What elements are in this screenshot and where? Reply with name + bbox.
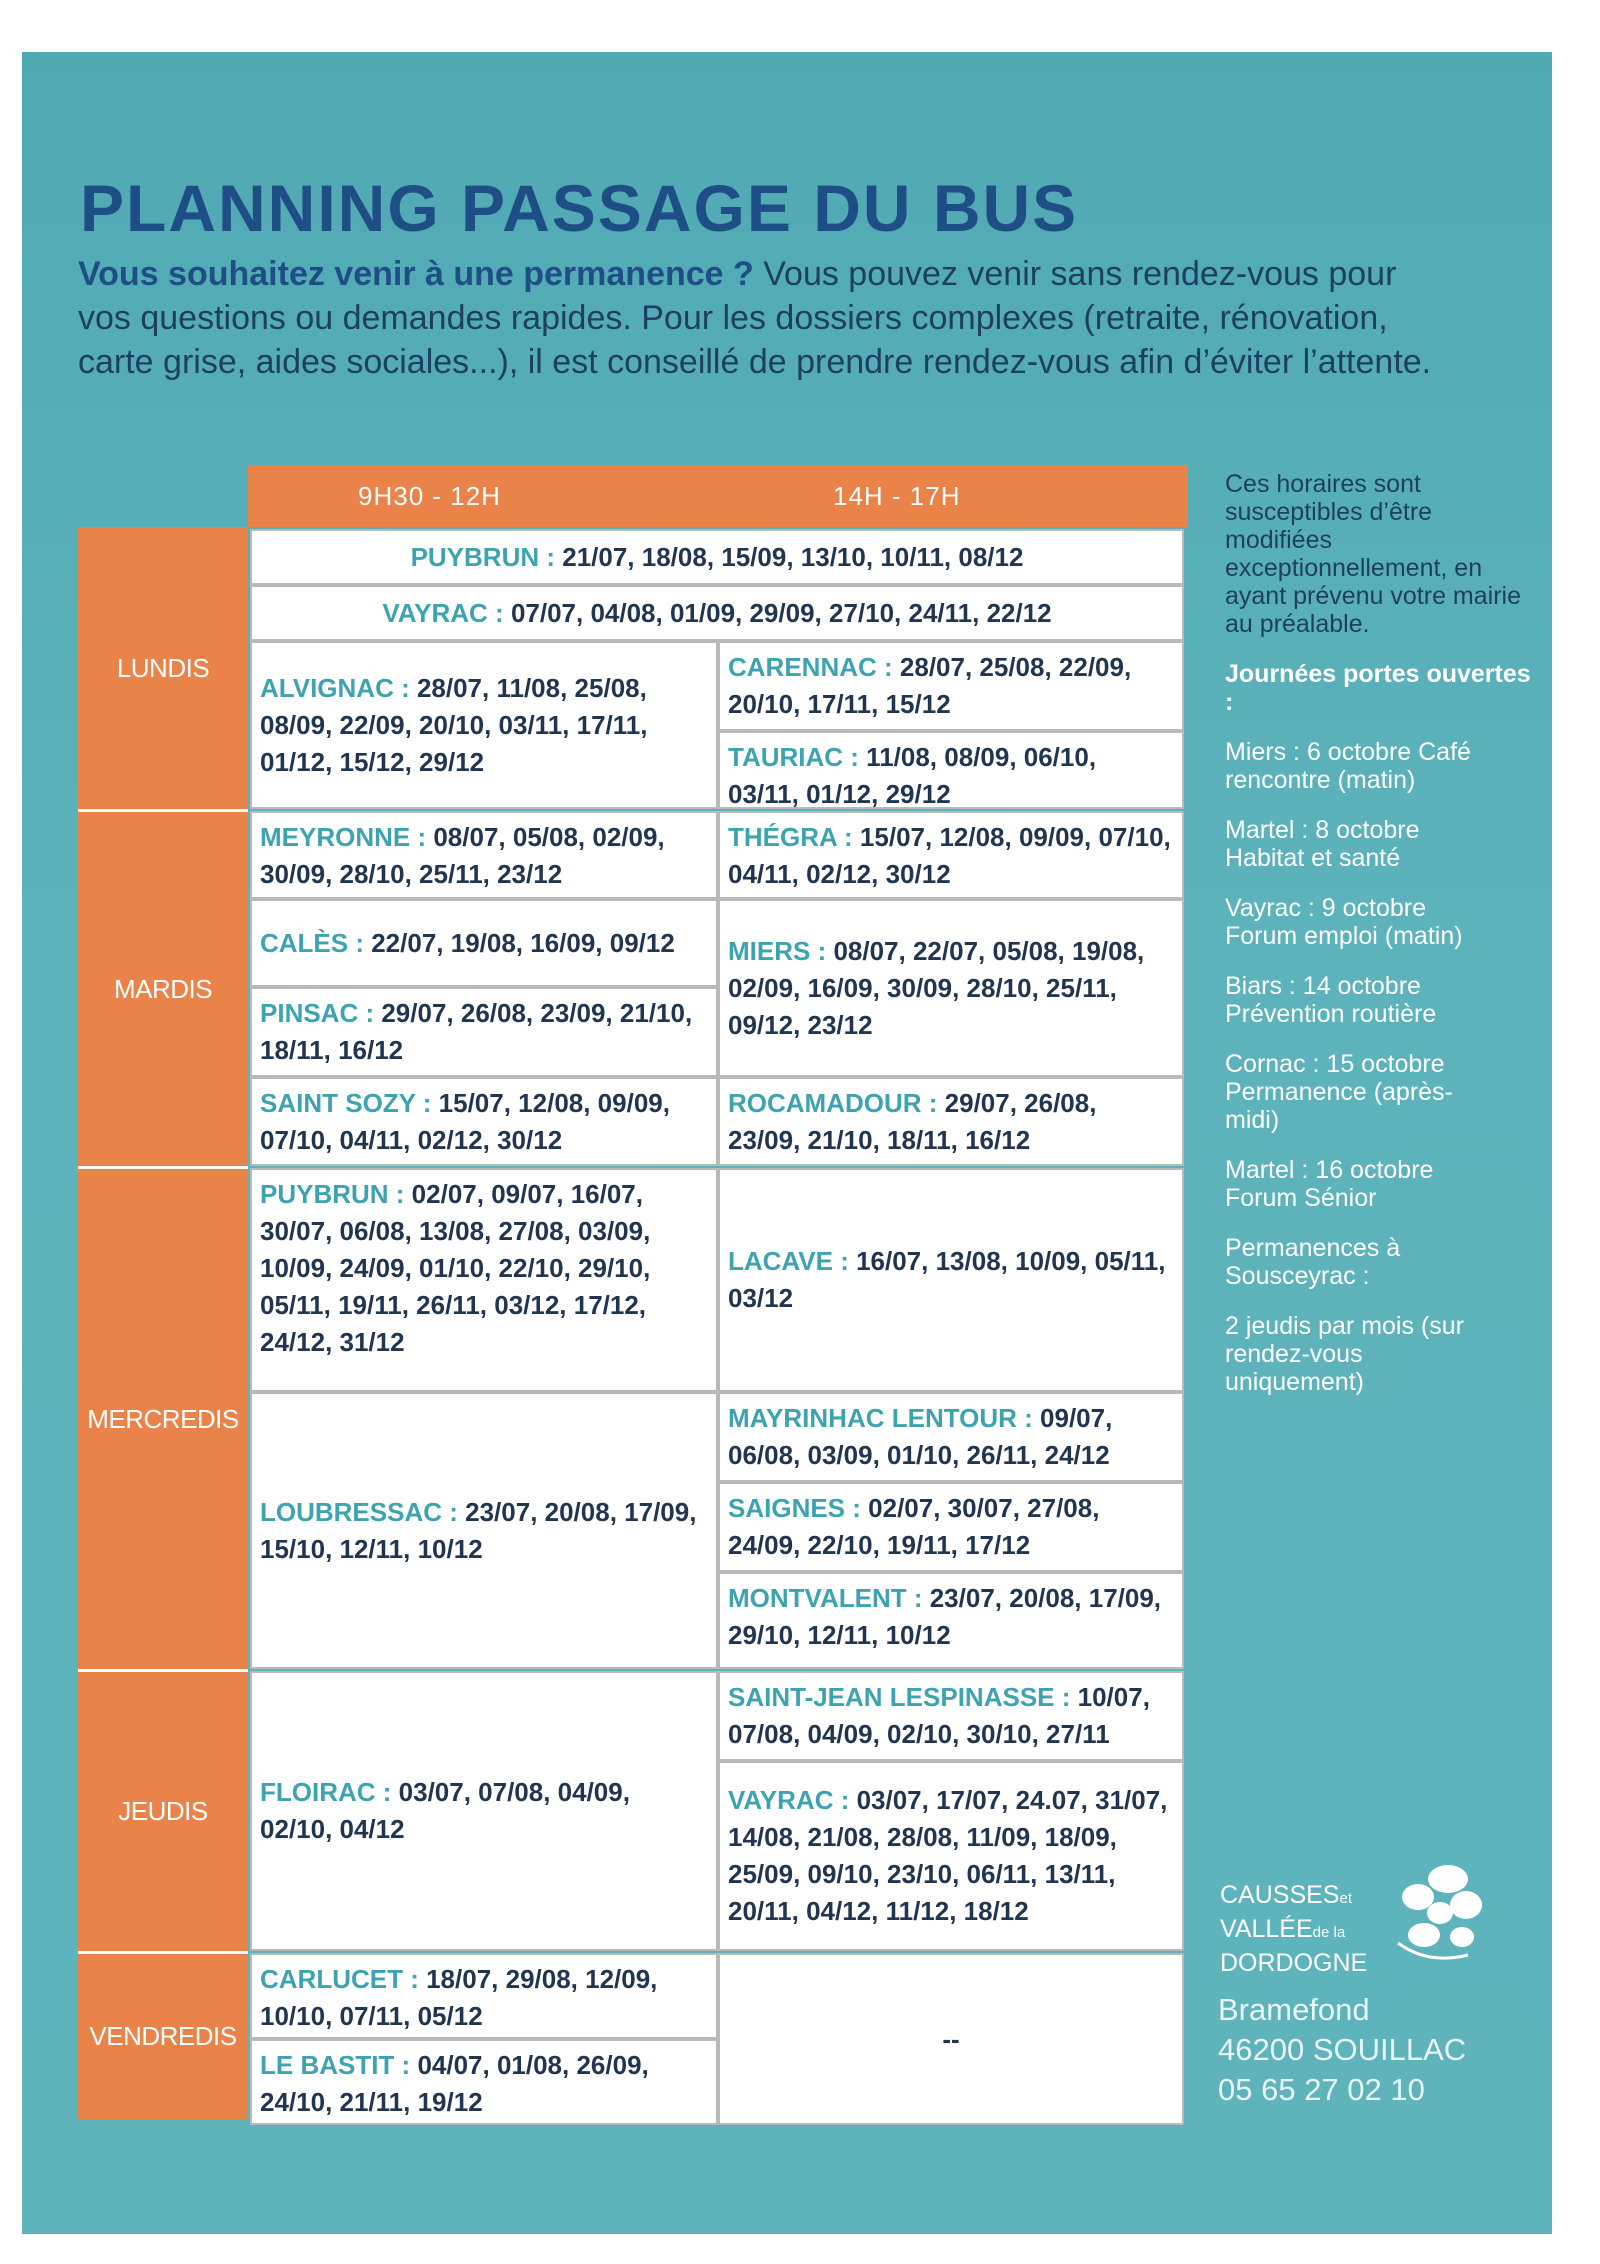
event-item: Biars : 14 octobre Prévention routière: [1225, 972, 1437, 1028]
place-name: LOUBRESSAC :: [260, 1496, 458, 1527]
day-vendredis: VENDREDIS: [78, 1951, 248, 2119]
place-dates: 04/07, 01/08, 26/09, 24/10, 21/11, 19/12: [260, 2050, 649, 2117]
place-dates: 16/07, 13/08, 10/09, 05/11, 03/12: [728, 1246, 1166, 1313]
place-dates: 07/07, 04/08, 01/09, 29/09, 27/10, 24/11, 22/12: [503, 597, 1052, 628]
place-dates: 18/07, 29/08, 12/09, 10/10, 07/11, 05/12: [260, 1964, 658, 2031]
schedule-table: [78, 465, 1188, 2125]
slot-vendredis-morning-1: [250, 1953, 718, 2039]
header-row: [248, 465, 1188, 527]
place-name: ROCAMADOUR :: [728, 1088, 938, 1118]
place-name: SAIGNES :: [728, 1493, 861, 1523]
page-title: PLANNING PASSAGE DU BUS: [80, 171, 1079, 245]
day-mercredis: MERCREDIS: [78, 1166, 248, 1669]
event-item: 2 jeudis par mois (sur rendez-vous uniquement): [1225, 1312, 1464, 1396]
event-item: Vayrac : 9 octobre Forum emploi (matin): [1225, 894, 1463, 950]
logo-line2: VALLÉE: [1220, 1915, 1313, 1943]
address-line-2: 46200 SOUILLAC: [1218, 2032, 1467, 2067]
slot-mercredis-afternoon-2: [718, 1392, 1184, 1482]
place-dates: 21/07, 18/08, 15/09, 13/10, 10/11, 08/12: [555, 541, 1024, 572]
place-dates: 02/07, 09/07, 16/07, 30/07, 06/08, 13/08, 27/08, 03/09, 10/09, 24/09, 01/10, 22/10, 29/10, 05/11, 19/11, 26/11, 03/12, 17/12, 24/12, 31/12: [260, 1179, 651, 1357]
place-dates: 09/07, 06/08, 03/09, 01/10, 26/11, 24/12: [728, 1403, 1113, 1470]
place-name: MONTVALENT :: [728, 1583, 923, 1613]
place-dates: 03/07, 17/07, 24.07, 31/07, 14/08, 21/08, 28/08, 11/09, 18/09, 25/09, 09/10, 23/10, 06/11, 13/11, 20/11, 04/12, 11/12, 18/12: [728, 1785, 1168, 1926]
place-name: TAURIAC :: [728, 742, 859, 772]
slot-jeudis-afternoon-2: [718, 1761, 1184, 1951]
place-name: MAYRINHAC LENTOUR :: [728, 1403, 1033, 1433]
place-dates: 22/07, 19/08, 16/09, 09/12: [364, 927, 675, 958]
logo-line1-small: et: [1339, 1890, 1352, 1907]
slot-vendredis-morning-2: [250, 2039, 718, 2125]
place-name: FLOIRAC :: [260, 1777, 392, 1807]
place-name: THÉGRA :: [728, 822, 853, 852]
address-line-1: Bramefond: [1218, 1992, 1370, 2027]
place-dates: 08/07, 22/07, 05/08, 19/08, 02/09, 16/09, 30/09, 28/10, 25/11, 09/12, 23/12: [728, 935, 1145, 1040]
place-name: VAYRAC :: [382, 597, 504, 628]
place-name: ALVIGNAC :: [260, 672, 410, 703]
event-item: Cornac : 15 octobre Permanence (après-midi): [1225, 1050, 1453, 1134]
place-name: VAYRAC :: [728, 1785, 850, 1815]
place-name: LACAVE :: [728, 1246, 849, 1276]
place-name: PUYBRUN :: [260, 1179, 405, 1209]
slot-mardis-afternoon-1: [718, 811, 1184, 899]
place-dates: 08/07, 05/08, 02/09, 30/09, 28/10, 25/11, 23/12: [260, 822, 665, 889]
logo-line1: CAUSSES: [1220, 1881, 1340, 1909]
place-dates: 11/08, 08/09, 06/10, 03/11, 01/12, 29/12: [728, 742, 1097, 809]
header-afternoon: 14H - 17H: [833, 480, 961, 511]
place-name: CARENNAC :: [728, 652, 893, 682]
slot-mardis-morning-4: [250, 1077, 718, 1166]
event-item: Miers : 6 octobre Café rencontre (matin): [1225, 738, 1471, 794]
slot-mardis-afternoon-3: [718, 1077, 1184, 1166]
logo-text: [1220, 1880, 1367, 1978]
slot-mardis-morning-3: [250, 987, 718, 1077]
place-name: PUYBRUN :: [410, 541, 556, 572]
day-mardis: MARDIS: [78, 809, 248, 1166]
phone-number: 05 65 27 02 10: [1218, 2072, 1425, 2107]
place-dates: 03/07, 07/08, 04/09, 02/10, 04/12: [260, 1777, 630, 1844]
place-dates: 29/07, 26/08, 23/09, 21/10, 18/11, 16/12: [728, 1088, 1097, 1155]
place-name: SAINT-JEAN LESPINASSE :: [728, 1682, 1071, 1712]
slot-lundis-morning: [250, 641, 718, 809]
slot-mardis-afternoon-2: [718, 899, 1184, 1077]
place-name: CARLUCET :: [260, 1964, 419, 1994]
slot-mardis-morning-2: [250, 899, 718, 987]
intro-question: Vous souhaitez venir à une permanence ?: [78, 255, 754, 293]
day-lundis: LUNDIS: [78, 527, 248, 809]
address-block: [1218, 1990, 1466, 2110]
place-dates: 23/07, 20/08, 17/09, 15/10, 12/11, 10/12: [260, 1496, 697, 1564]
place-name: CALÈS :: [260, 927, 364, 958]
place-name: SAINT SOZY :: [260, 1088, 432, 1118]
logo-line2-small: de la: [1312, 1924, 1346, 1941]
place-dates: 10/07, 07/08, 04/09, 02/10, 30/10, 27/11: [728, 1682, 1150, 1749]
place-dates: 29/07, 26/08, 23/09, 21/10, 18/11, 16/12: [260, 998, 693, 1065]
slot-vendredis-afternoon: --: [718, 1953, 1184, 2125]
pebbles-icon: [1388, 1855, 1498, 1965]
side-panel: [1225, 470, 1545, 1418]
slot-mercredis-morning-1: [250, 1168, 718, 1392]
place-dates: 15/07, 12/08, 09/09, 07/10, 04/11, 02/12, 30/12: [728, 822, 1171, 889]
event-item: Permanences à Sousceyrac :: [1225, 1234, 1401, 1290]
place-name: LE BASTIT :: [260, 2050, 411, 2080]
place-name: MEYRONNE :: [260, 822, 427, 852]
event-item: Martel : 16 octobre Forum Sénior: [1225, 1156, 1434, 1212]
logo-line3: DORDOGNE: [1220, 1949, 1368, 1977]
slot-mercredis-afternoon-3: [718, 1482, 1184, 1572]
slot-mercredis-morning-2: [250, 1392, 718, 1669]
slot-mardis-morning-1: [250, 811, 718, 899]
place-dates: 15/07, 12/08, 09/09, 07/10, 04/11, 02/12, 30/12: [260, 1088, 670, 1155]
slot-lundis-full-1: [250, 529, 1184, 585]
slot-jeudis-morning: [250, 1671, 718, 1951]
intro-body: Vous pouvez venir sans rendez-vous pour vos questions ou demandes rapides. Pour les dossiers complexes (retraite, rénovation, carte grise, aides sociales...), il est conseillé de prendre rendez-vous afin d’éviter l’attente.: [78, 255, 1432, 381]
slot-lundis-full-2: [250, 585, 1184, 641]
place-name: PINSAC :: [260, 998, 375, 1028]
header-morning: 9H30 - 12H: [358, 480, 501, 511]
place-dates: 23/07, 20/08, 17/09, 29/10, 12/11, 10/12: [728, 1583, 1162, 1650]
place-dates: 02/07, 30/07, 27/08, 24/09, 22/10, 19/11, 17/12: [728, 1493, 1100, 1560]
schedule-note: Ces horaires sont susceptibles d’être modifiées exceptionnellement, en ayant prévenu votre mairie au préalable.: [1225, 470, 1521, 638]
slot-mercredis-afternoon-4: [718, 1572, 1184, 1669]
slot-lundis-afternoon-1: [718, 641, 1184, 731]
slot-mercredis-afternoon-1: [718, 1168, 1184, 1392]
intro-text: [78, 252, 1438, 384]
day-jeudis: JEUDIS: [78, 1669, 248, 1951]
open-days-title: Journées portes ouvertes :: [1225, 660, 1531, 716]
slot-lundis-afternoon-2: [718, 731, 1184, 809]
place-dates: 28/07, 11/08, 25/08, 08/09, 22/09, 20/10, 03/11, 17/11, 01/12, 15/12, 29/12: [260, 672, 648, 777]
slot-jeudis-afternoon-1: [718, 1671, 1184, 1761]
place-name: MIERS :: [728, 935, 827, 966]
place-dates: 28/07, 25/08, 22/09, 20/10, 17/11, 15/12: [728, 652, 1132, 719]
event-item: Martel : 8 octobre Habitat et santé: [1225, 816, 1420, 872]
